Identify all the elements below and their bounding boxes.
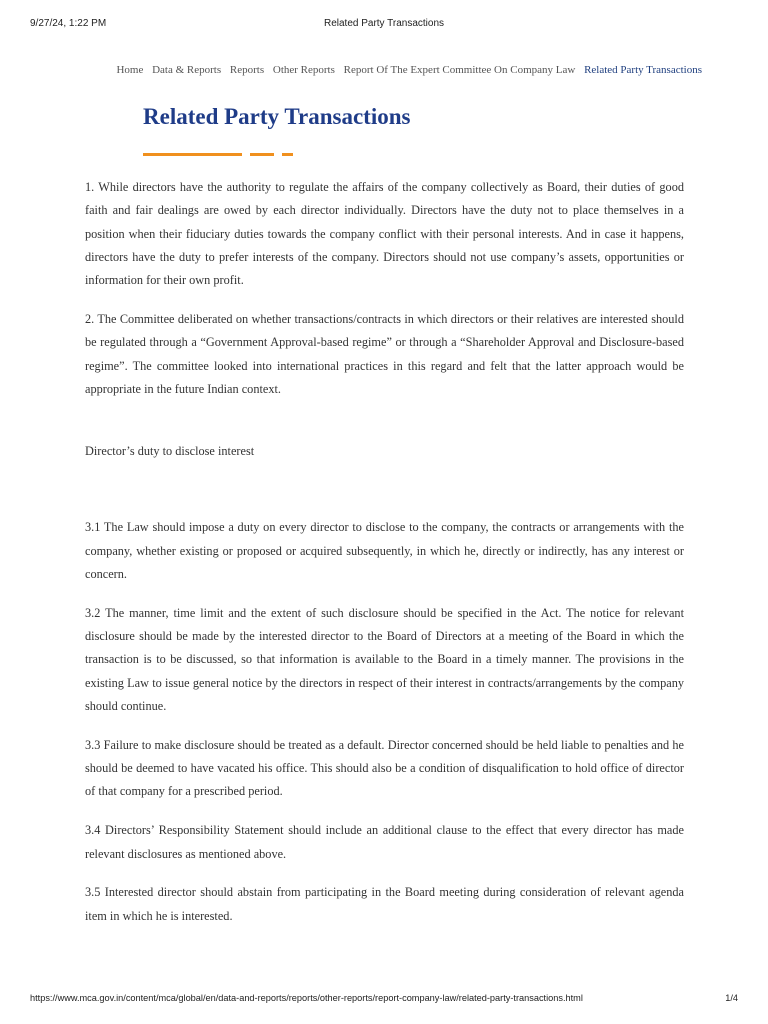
print-page-title: Related Party Transactions [323,18,445,29]
print-page-number: 1/4 [725,993,738,1003]
section-subheading: Director’s duty to disclose interest [85,444,255,459]
print-footer-url: https://www.mca.gov.in/content/mca/global/en/data-and-reports/reports/other-reports/report-company-law/related-party-transactions.html [30,993,583,1003]
article-content [85,176,684,943]
underline-segment-long [143,153,242,156]
breadcrumb-current-page[interactable]: Related Party Transactions [584,64,702,76]
breadcrumb-home[interactable]: Home [116,64,144,76]
paragraph-3-1: 3.1 The Law should impose a duty on every director to disclose to the company, the contracts or arrangements with the company, whether existing or proposed or acquired subsequently, in which he, directly or indirectly, has any interest or concern. [85,520,684,582]
underline-segment-short [282,153,293,156]
print-header [0,18,768,34]
paragraph-3-5: 3.5 Interested director should abstain from participating in the Board meeting during consideration of relevant agenda item in which he is interested. [85,885,684,923]
paragraph-3-4: 3.4 Directors’ Responsibility Statement should include an additional clause to the effect that every director has made relevant disclosures as mentioned above. [85,823,684,861]
paragraph-2: 2. The Committee deliberated on whether transactions/contracts in which directors or their relatives are interested should be regulated through a “Government Approval-based regime” or through a “Shareholder Approval and Disclosure-based regime”. The committee looked into international practices in this regard and felt that the latter approach would be appropriate in the future Indian context. [85,311,684,396]
paragraph-3-3: 3.3 Failure to make disclosure should be treated as a default. Director concerned should be held liable to penalties and he should be deemed to have vacated his office. This should also be a condition of disqualification to hold office of director of that company for a prescribed period. [85,737,684,799]
paragraph-1: 1. While directors have the authority to regulate the affairs of the company collectively as Board, their duties of good faith and fair dealings are owed by each director individually. Directors have the duty not to place themselves in a position when their fiduciary duties towards the company conflict with their personal interests. And in case it happens, directors have the duty to prefer interests of the company. Directors should not use company’s assets, opportunities or information for their own profit. [85,180,684,288]
page-title: Related Party Transactions [143,104,411,129]
breadcrumb [116,64,702,76]
breadcrumb-reports[interactable]: Reports [229,64,265,76]
paragraph-3-2: 3.2 The manner, time limit and the extent of such disclosure should be specified in the Act. The notice for relevant disclosure should be made by the interested director to the Board of Directors at a meeting of the Board in which the transaction is to be discussed, so that information is available to the Board in a timely manner. The provisions in the existing Law to issue general notice by the directors in respect of their interest in contracts/arrangements by the company should continue. [85,605,684,714]
breadcrumb-other-reports[interactable]: Other Reports [272,64,335,76]
breadcrumb-data-reports[interactable]: Data & Reports [152,64,222,76]
print-datetime: 9/27/24, 1:22 PM [30,18,107,29]
underline-segment-medium [250,153,274,156]
breadcrumb-expert-committee-report[interactable]: Report Of The Expert Committee On Company Law [343,64,576,76]
